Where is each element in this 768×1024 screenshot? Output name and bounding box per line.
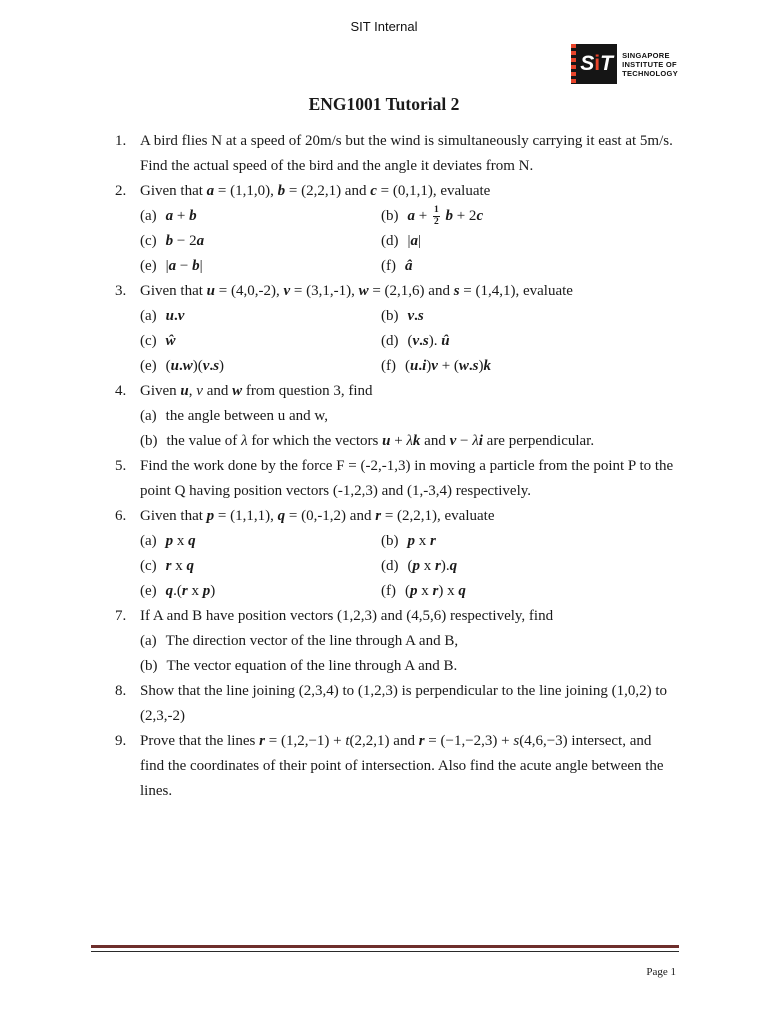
question-part <box>140 579 381 604</box>
logo-org-line: SINGAPORE <box>622 50 670 60</box>
part-content: |a| <box>407 233 422 249</box>
question-part <box>140 554 381 579</box>
question-body <box>140 129 678 179</box>
part-label: (f) <box>381 358 396 374</box>
question-part <box>140 329 381 354</box>
part-content: |a − b| <box>165 258 203 274</box>
question-body <box>140 179 678 279</box>
question-text: A bird flies N at a speed of 20m/s but the wind is simultaneously carrying it east at 5m/s. Find the actual speed of the bird and the angle it deviates from N. <box>140 133 673 174</box>
question-item <box>115 679 678 729</box>
part-content: a + b <box>165 208 197 224</box>
logo-org-line: TECHNOLOGY <box>622 68 678 78</box>
question-parts <box>140 404 678 454</box>
question-item <box>115 729 678 804</box>
question-item <box>115 129 678 179</box>
part-label: (a) <box>140 633 157 649</box>
question-item <box>115 454 678 504</box>
question-number: 4. <box>115 383 127 399</box>
part-content: The direction vector of the line through A and B, <box>165 633 459 649</box>
question-item <box>115 379 678 454</box>
question-part <box>140 429 678 454</box>
part-content: the angle between u and w, <box>165 408 328 424</box>
footer-rule <box>91 945 679 952</box>
question-part <box>140 629 678 654</box>
part-label: (e) <box>140 258 157 274</box>
question-text: If A and B have position vectors (1,2,3) and (4,5,6) respectively, find <box>140 608 554 624</box>
question-part <box>140 254 381 279</box>
question-text: Given that a = (1,1,0), b = (2,2,1) and c = (0,1,1), evaluate <box>140 183 491 199</box>
question-number: 5. <box>115 458 127 474</box>
question-part <box>140 229 381 254</box>
question-item <box>115 179 678 279</box>
question-text: Find the work done by the force F = (-2,-1,3) in moving a particle from the point P to the point Q having position vectors (-1,2,3) and (1,-3,4) respectively. <box>140 458 674 499</box>
sit-logo-box <box>571 44 617 84</box>
question-list <box>115 129 678 804</box>
question-text: Show that the line joining (2,3,4) to (1,2,3) is perpendicular to the line joining (1,0,2) to (2,3,-2) <box>140 683 667 724</box>
question-part <box>140 404 678 429</box>
question-part <box>140 204 381 229</box>
part-content: r x q <box>165 558 194 574</box>
question-part <box>381 329 678 354</box>
question-text: Prove that the lines r = (1,2,−1) + t(2,2,1) and r = (−1,−2,3) + s(4,6,−3) intersect, and find the coordinates of their point of intersection. Also find the acute angle between the lines. <box>140 733 664 799</box>
question-text: Given u, v and w from question 3, find <box>140 383 373 399</box>
part-label: (d) <box>381 333 399 349</box>
part-label: (a) <box>140 533 157 549</box>
part-label: (f) <box>381 583 396 599</box>
question-number: 7. <box>115 608 127 624</box>
logo-org-text <box>622 51 678 78</box>
part-content: q.(r x p) <box>165 583 216 599</box>
question-number: 6. <box>115 508 127 524</box>
question-body <box>140 379 678 454</box>
part-label: (c) <box>140 233 157 249</box>
question-body <box>140 679 678 729</box>
part-label: (b) <box>381 208 399 224</box>
part-label: (b) <box>381 308 399 324</box>
question-body <box>140 454 678 504</box>
question-body <box>140 604 678 679</box>
question-part <box>381 529 678 554</box>
question-body <box>140 729 678 804</box>
question-part <box>140 529 381 554</box>
part-label: (b) <box>140 658 158 674</box>
question-body <box>140 279 678 379</box>
question-part <box>381 304 678 329</box>
part-content: (p x r) x q <box>405 583 466 599</box>
part-label: (c) <box>140 558 157 574</box>
question-parts <box>140 629 678 679</box>
question-item <box>115 604 678 679</box>
logo-org-line: INSTITUTE OF <box>622 59 677 69</box>
question-part <box>140 304 381 329</box>
part-content: ŵ <box>165 333 176 349</box>
part-label: (b) <box>381 533 399 549</box>
question-part <box>140 654 678 679</box>
question-item <box>115 279 678 379</box>
part-label: (c) <box>140 333 157 349</box>
question-text: Given that p = (1,1,1), q = (0,-1,2) and r = (2,2,1), evaluate <box>140 508 495 524</box>
question-number: 8. <box>115 683 127 699</box>
part-content: p x r <box>407 533 436 549</box>
logo-accent-strip <box>571 44 576 84</box>
question-part <box>381 554 678 579</box>
question-number: 3. <box>115 283 127 299</box>
part-content: u.v <box>165 308 185 324</box>
part-label: (a) <box>140 308 157 324</box>
question-parts <box>140 304 678 379</box>
part-label: (b) <box>140 433 158 449</box>
question-number: 2. <box>115 183 127 199</box>
question-item <box>115 504 678 604</box>
question-part <box>381 579 678 604</box>
part-label: (e) <box>140 358 157 374</box>
page-title: ENG1001 Tutorial 2 <box>308 94 460 114</box>
question-part <box>140 354 381 379</box>
question-body <box>140 504 678 604</box>
logo-brand: SiT <box>580 52 613 75</box>
question-number: 9. <box>115 733 127 749</box>
question-part <box>381 204 678 229</box>
page-number: Page 1 <box>646 966 676 978</box>
part-label: (a) <box>140 208 157 224</box>
part-content: a + $\frac{1}{2}$ b + 2c <box>407 205 484 228</box>
part-content: v.s <box>407 308 424 324</box>
part-content: (v.s). û <box>407 333 450 349</box>
question-text: Given that u = (4,0,-2), v = (3,1,-1), w = (2,1,6) and s = (1,4,1), evaluate <box>140 283 573 299</box>
part-label: (d) <box>381 558 399 574</box>
question-part <box>381 254 678 279</box>
part-label: (f) <box>381 258 396 274</box>
part-content: (u.i)v + (w.s)k <box>405 358 492 374</box>
question-part <box>381 229 678 254</box>
part-content: â <box>405 258 413 274</box>
part-label: (e) <box>140 583 157 599</box>
part-content: (u.w)(v.s) <box>165 358 225 374</box>
part-content: b − 2a <box>165 233 205 249</box>
question-parts <box>140 529 678 604</box>
question-number: 1. <box>115 133 127 149</box>
part-content: the value of λ for which the vectors u + λk and v − λi are perpendicular. <box>166 433 595 449</box>
part-content: (p x r).q <box>407 558 458 574</box>
part-content: p x q <box>165 533 196 549</box>
sit-logo <box>571 44 678 84</box>
part-label: (a) <box>140 408 157 424</box>
classification-label: SIT Internal <box>350 19 418 34</box>
question-parts <box>140 204 678 279</box>
part-label: (d) <box>381 233 399 249</box>
question-part <box>381 354 678 379</box>
part-content: The vector equation of the line through A and B. <box>166 658 458 674</box>
